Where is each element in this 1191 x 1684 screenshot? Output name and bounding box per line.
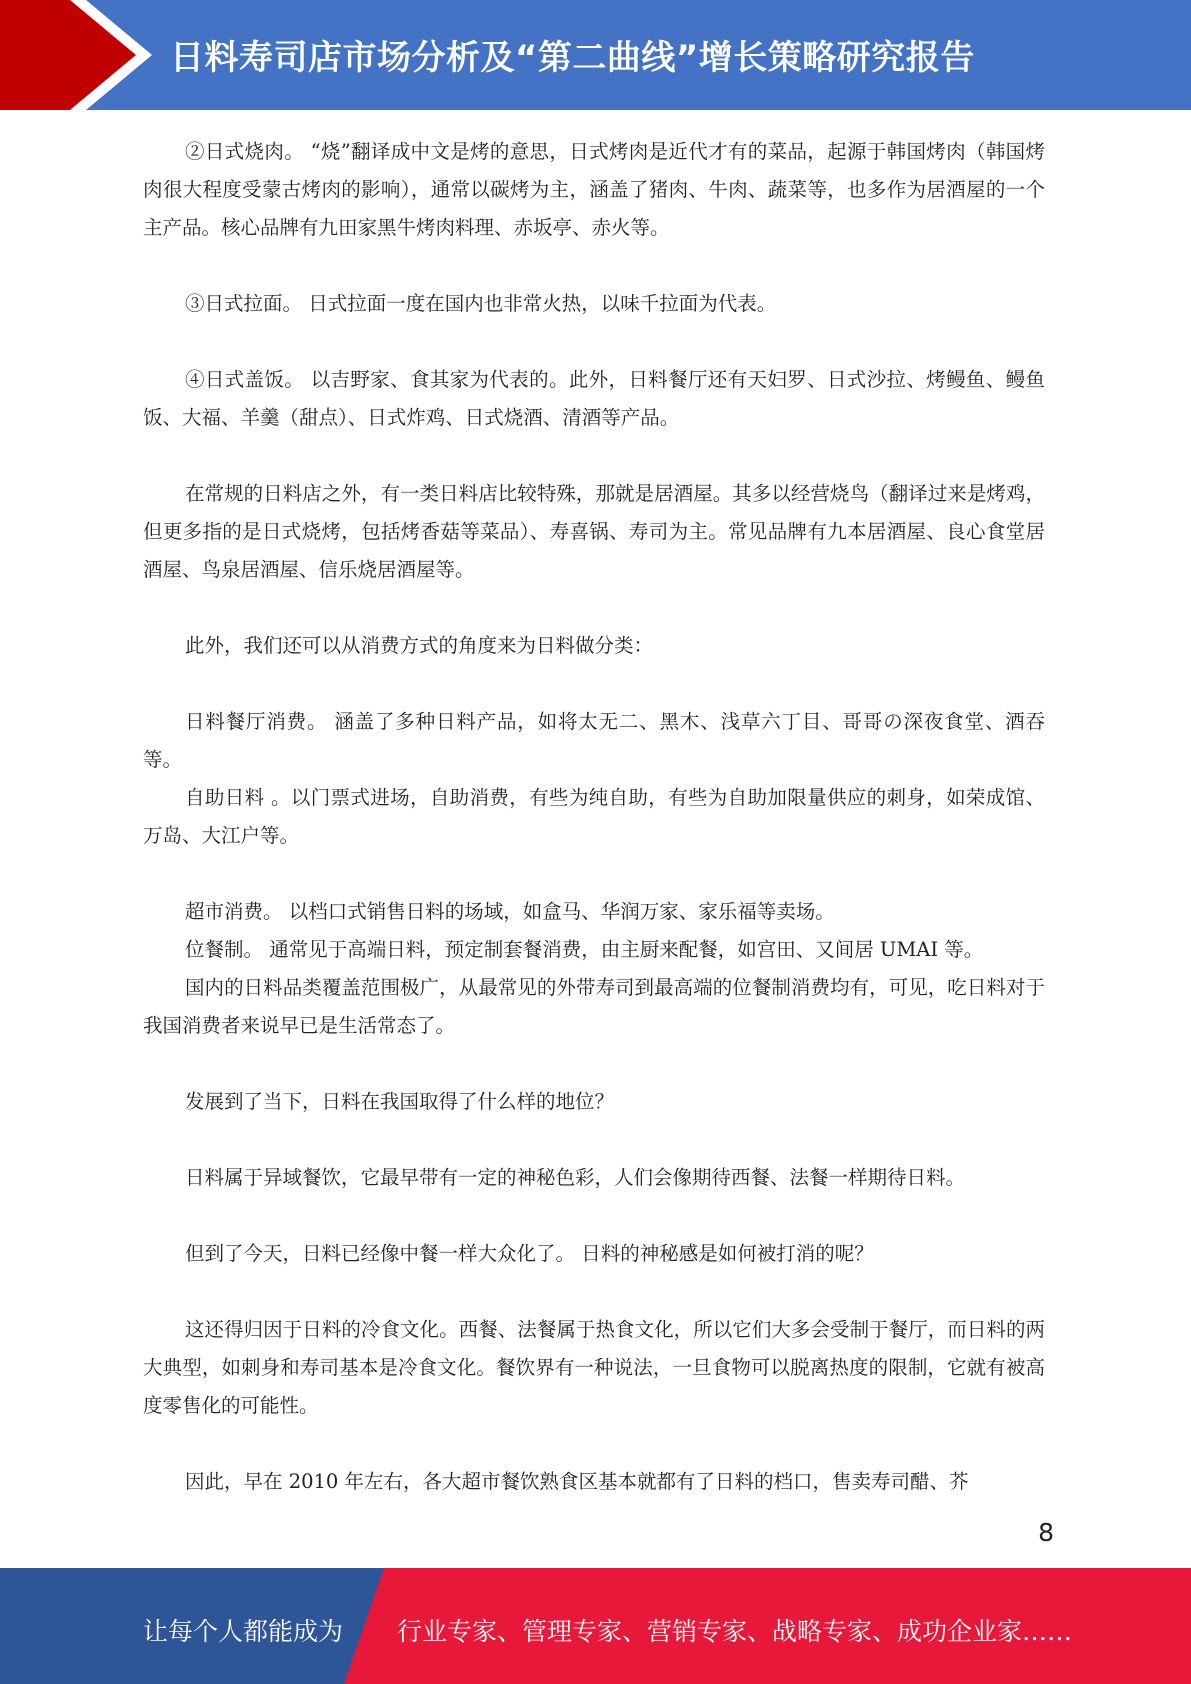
footer-slogan-right: 行业专家、管理专家、营销专家、战略专家、成功企业家…… [397, 1617, 1073, 1646]
report-title: 日料寿司店市场分析及“第二曲线”增长策略研究报告 [170, 38, 975, 78]
paragraph-status-question: 发展到了当下，日料在我国取得了什么样的地位？ [185, 1090, 615, 1113]
red-chevron-shape [0, 0, 150, 110]
page-number: 8 [1038, 1518, 1054, 1547]
paragraph-omakase: 位餐制。 通常见于高端日料，预定制套餐消费，由主厨来配餐，如宫田、又间居 UMAI 等。 [185, 938, 984, 961]
footer-slogan-left: 让每个人都能成为 [143, 1617, 344, 1646]
paragraph-yakiniku: ②日式烧肉。 “烧”翻译成中文是烤的意思，日式烤肉是近代才有的菜品，起源于韩国烤肉（韩国烤肉很大程度受蒙古烤肉的影响），通常以碳烤为主，涵盖了猪肉、牛肉、蔬菜等，也多作为居酒屋的一个主产品。核心品牌有九田家黑牛烤肉料理、赤坂亭、赤火等。 [143, 140, 1045, 239]
paragraph-supermarket: 超市消费。 以档口式销售日料的场域，如盒马、华润万家、家乐福等卖场。 [185, 900, 835, 923]
paragraph-popularized: 但到了今天，日料已经像中餐一样大众化了。 日料的神秘感是如何被打消的呢？ [185, 1242, 874, 1265]
paragraph-cold-food: 这还得归因于日料的冷食文化。西餐、法餐属于热食文化，所以它们大多会受制于餐厅，而日料的两大典型，如刺身和寿司基本是冷食文化。餐饮界有一种说法，一旦食物可以脱离热度的限制，它就有被高度零售化的可能性。 [143, 1318, 1045, 1417]
paragraph-coverage: 国内的日料品类覆盖范围极广，从最常见的外带寿司到最高端的位餐制消费均有，可见，吃日料对于我国消费者来说早已是生活常态了。 [143, 976, 1045, 1037]
paragraph-exotic: 日料属于异域餐饮，它最早带有一定的神秘色彩，人们会像期待西餐、法餐一样期待日料。 [185, 1166, 966, 1189]
paragraph-izakaya: 在常规的日料店之外，有一类日料店比较特殊，那就是居酒屋。其多以经营烧鸟（翻译过来是烤鸡，但更多指的是日式烧烤，包括烤香菇等菜品）、寿喜锅、寿司为主。常见品牌有九本居酒屋、良心食堂居酒屋、鸟泉居酒屋、信乐烧居酒屋等。 [143, 482, 1045, 581]
paragraph-consumption-intro: 此外，我们还可以从消费方式的角度来为日料做分类： [185, 634, 654, 657]
paragraph-donburi: ④日式盖饭。 以吉野家、食其家为代表的。此外，日料餐厅还有天妇罗、日式沙拉、烤鳗鱼、鳗鱼饭、大福、羊羹（甜点）、日式炸鸡、日式烧酒、清酒等产品。 [143, 368, 1045, 429]
page-footer [0, 1568, 1191, 1684]
paragraph-ramen: ③日式拉面。 日式拉面一度在国内也非常火热，以味千拉面为代表。 [185, 292, 777, 315]
paragraph-restaurant-consumption: 日料餐厅消费。 涵盖了多种日料产品，如将太无二、黑木、浅草六丁目、哥哥の深夜食堂、酒吞等。 [143, 710, 1045, 771]
document-body [143, 133, 1045, 1501]
paragraph-2010: 因此，早在 2010 年左右，各大超市餐饮熟食区基本就都有了日料的档口，售卖寿司醋、芥 [185, 1470, 969, 1493]
page-header [0, 0, 1191, 110]
paragraph-buffet: 自助日料 。以门票式进场，自助消费，有些为纯自助，有些为自助加限量供应的刺身，如荣成馆、万岛、大江户等。 [143, 786, 1045, 847]
